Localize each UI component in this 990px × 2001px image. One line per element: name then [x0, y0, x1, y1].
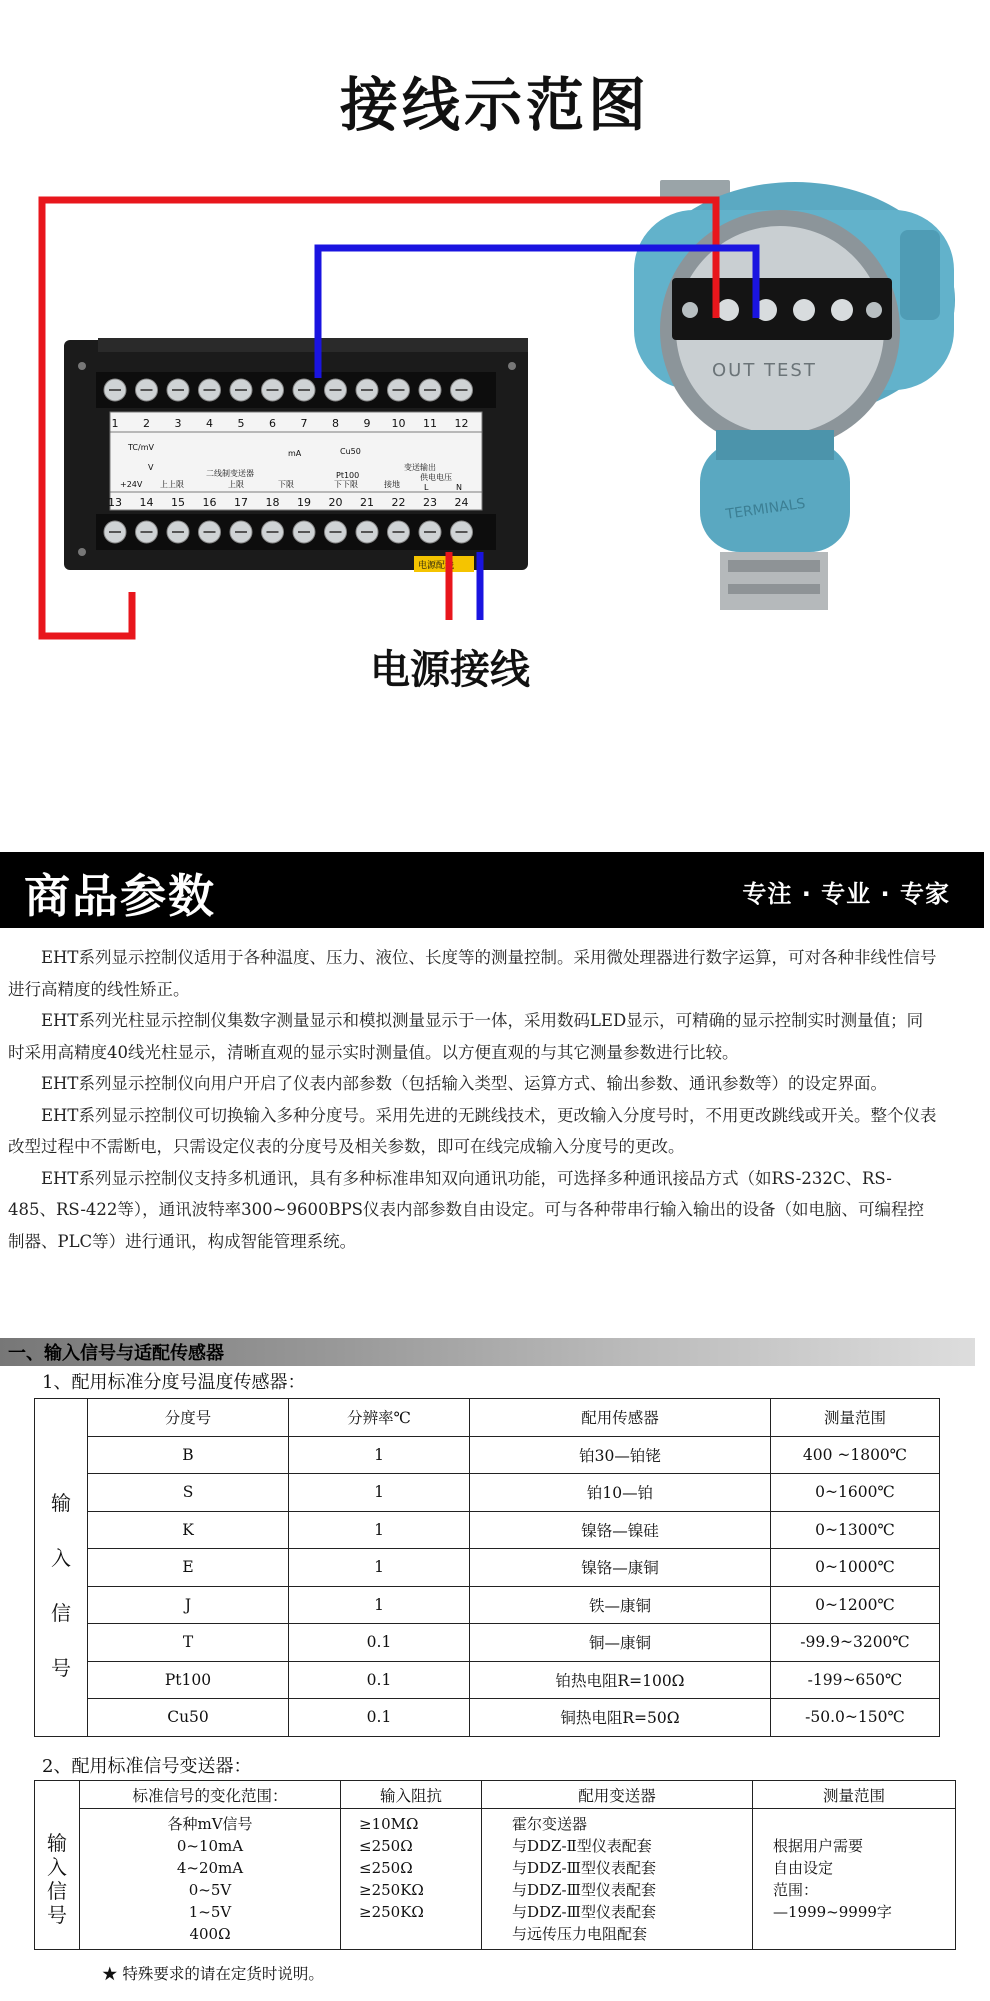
section2-subtitle: 2、配用标准信号变送器： — [42, 1756, 252, 1777]
label-24v: +24V — [120, 480, 143, 489]
table-row: Cu50 0.1 铜热电阻R=50Ω -50.0~150℃ — [35, 1699, 940, 1737]
table-row: K 1 镍铬—镍硅 0~1300℃ — [35, 1511, 940, 1549]
transmitters: 霍尔变送器 与DDZ-Ⅱ型仪表配套 与DDZ-Ⅲ型仪表配套 与DDZ-Ⅲ型仪表配套 与DDZ-Ⅲ型仪表配套 与远传压力电阻配套 — [482, 1809, 753, 1950]
table-row: S 1 铂10—铂 0~1600℃ — [35, 1474, 940, 1512]
terminal-number: 6 — [269, 417, 276, 430]
desc-paragraph: EHT系列显示控制仪可切换输入多种分度号。采用先进的无跳线技术，更改输入分度号时，不用更改跳线或开关。整个仪表改型过程中不需断电，只需设定仪表的分度号及相关参数，即可在线完成输入分度号的更改。 — [8, 1105, 937, 1156]
terminal-number: 12 — [454, 417, 469, 430]
header-range: 测量范围 — [771, 1399, 940, 1437]
header-transmitter: 配用变送器 — [482, 1781, 753, 1809]
transmitter-out-test: OUT TEST — [712, 360, 817, 381]
header-resolution: 分辨率℃ — [289, 1399, 470, 1437]
terminal-number: 23 — [423, 496, 437, 509]
vertical-label: 输 入 信 号 — [35, 1436, 88, 1736]
wiring-diagram — [0, 180, 990, 640]
table-row: 输 入 信 号 B 1 铂30—铂铑 400 ~1800℃ — [35, 1436, 940, 1474]
wiring-title: 接线示范图 — [339, 71, 650, 139]
label-output: 变送输出 — [404, 463, 436, 472]
vertical-label: 输 入 信 号 — [35, 1809, 80, 1950]
controller-top-edge — [98, 338, 528, 352]
label-n: N — [456, 483, 462, 492]
banner-slogan: 专注 · 专业 · 专家 — [742, 880, 950, 908]
terminal-number: 21 — [360, 496, 374, 509]
banner-title: 商品参数 — [24, 869, 216, 923]
label-pt100: Pt100 — [336, 471, 360, 480]
thermocouple-table — [34, 1398, 940, 1737]
label-cu50: Cu50 — [340, 447, 361, 456]
measure-range: 根据用户需要 自由设定 范围： —1999~9999字 — [753, 1809, 956, 1950]
params-banner — [0, 852, 984, 928]
label-v: V — [148, 463, 154, 472]
special-note: ★ 特殊要求的请在定货时说明。 — [102, 1965, 324, 1983]
impedances: ≥10MΩ ≤250Ω ≤250Ω ≥250KΩ ≥250KΩ — [341, 1809, 482, 1950]
terminal-number: 17 — [234, 496, 248, 509]
table-row: T 0.1 铜—康铜 -99.9~3200℃ — [35, 1624, 940, 1662]
desc-paragraph: EHT系列显示控制仪适用于各种温度、压力、液位、长度等的测量控制。采用微处理器进行数字运算，可对各种非线性信号进行高精度的线性矫正。 — [8, 948, 937, 999]
header-signal-range: 标准信号的变化范围： — [80, 1781, 341, 1809]
label-l: L — [424, 483, 429, 492]
terminal-number: 7 — [300, 417, 308, 430]
terminal-number: 16 — [202, 496, 217, 509]
terminal-number: 2 — [143, 417, 150, 430]
terminal-number: 10 — [391, 417, 406, 430]
terminal-number: 5 — [237, 417, 245, 430]
table-row — [35, 1809, 956, 1950]
label-ma: mA — [288, 449, 302, 458]
terminal-number: 3 — [174, 417, 182, 430]
terminal-number: 18 — [265, 496, 280, 509]
label-ground: 接地 — [384, 480, 400, 489]
terminal-number: 19 — [297, 496, 311, 509]
terminal-number: 8 — [332, 417, 339, 430]
transmitter-terminal-block — [672, 278, 892, 340]
power-wiring-label: 电源接线 — [370, 647, 530, 693]
terminal-number: 24 — [454, 496, 469, 509]
section1-title: 一、输入信号与适配传感器 — [8, 1343, 224, 1364]
label-upper-upper: 上上限 — [160, 480, 184, 489]
label-upper: 上限 — [228, 480, 244, 489]
header-impedance: 输入阻抗 — [341, 1781, 482, 1809]
label-supply: 供电电压 — [420, 473, 452, 482]
transmitter-terminals: TERMINALS — [724, 495, 807, 523]
terminal-number: 9 — [363, 417, 371, 430]
label-two-wire: 二线制变送器 — [206, 469, 254, 478]
transmitter-table — [34, 1780, 956, 1950]
terminal-number: 14 — [139, 496, 154, 509]
table-header-row — [35, 1781, 956, 1809]
table-row: J 1 铁—康铜 0~1200℃ — [35, 1586, 940, 1624]
header-sensor: 配用传感器 — [470, 1399, 771, 1437]
terminal-number: 22 — [391, 496, 406, 509]
label-lower-lower: 下下限 — [334, 480, 358, 489]
desc-paragraph: EHT系列光柱显示控制仪集数字测量显示和模拟测量显示于一体，采用数码LED显示，可精确的显示控制实时测量值；同时采用高精度40线光柱显示，清晰直观的显示实时测量值。以方便直观的与其它测量参数进行比较。 — [8, 1011, 924, 1062]
table-row: E 1 镍铬—康铜 0~1000℃ — [35, 1549, 940, 1587]
table-header-row — [35, 1399, 940, 1437]
terminal-number: 11 — [423, 417, 437, 430]
terminal-number: 20 — [328, 496, 343, 509]
terminal-number: 13 — [108, 496, 122, 509]
header-measure-range: 测量范围 — [753, 1781, 956, 1809]
warning-label: 电源配线 — [418, 561, 455, 571]
section1-subtitle: 1、配用标准分度号温度传感器： — [42, 1372, 306, 1393]
terminal-number: 15 — [171, 496, 185, 509]
terminal-number: 4 — [206, 417, 213, 430]
table-row: Pt100 0.1 铂热电阻R=100Ω -199~650℃ — [35, 1661, 940, 1699]
signal-ranges: 各种mV信号 0~10mA 4~20mA 0~5V 1~5V 400Ω — [80, 1809, 341, 1950]
terminal-number: 1 — [111, 417, 119, 430]
desc-paragraph: EHT系列显示控制仪支持多机通讯，具有多种标准串知双向通讯功能，可选择多种通讯接品方式（如RS-232C、RS-485、RS-422等），通讯波特率300~9600BPS仪表内部参数自由设定。可与各种带串行输入输出的设备（如电脑、可编程控制器、PLC等）进行通讯，构成智能管理系统。 — [8, 1168, 924, 1251]
label-tc-mv: TC/mV — [128, 443, 154, 452]
desc-paragraph: EHT系列显示控制仪向用户开启了仪表内部参数（包括输入类型、运算方式、输出参数、通讯参数等）的设定界面。 — [41, 1074, 887, 1093]
header-graduation: 分度号 — [88, 1399, 289, 1437]
product-description — [8, 942, 938, 1257]
label-lower: 下限 — [278, 480, 294, 489]
